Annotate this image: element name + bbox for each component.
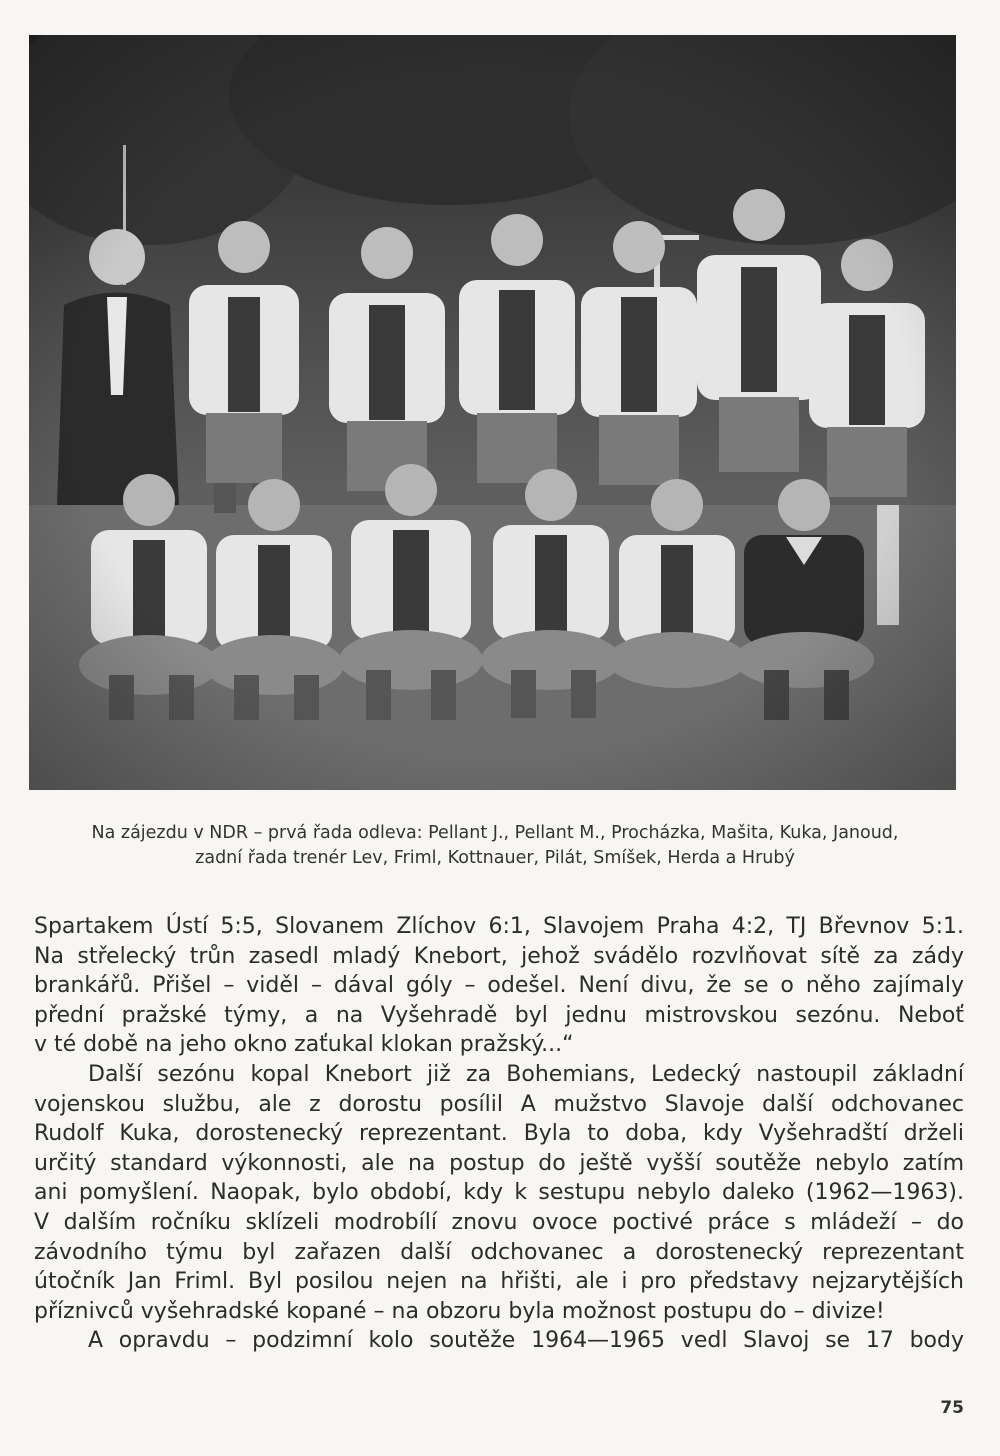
text-line: Na střelecký trůn zasedl mladý Knebort, jehož svádělo rozvlňovat sítě za zády xyxy=(34,943,964,969)
team-photo xyxy=(29,35,956,790)
text-line: brankářů. Přišel – viděl – dával góly – odešel. Není divu, že se o něho zajímaly xyxy=(34,973,964,999)
text-line: A opravdu – podzimní kolo soutěže 1964—1965 vedl Slavoj se 17 body xyxy=(88,1328,964,1354)
paragraph-2 xyxy=(34,1060,964,1326)
caption-line-2: zadní řada trenér Lev, Friml, Kottnauer, Pilát, Smíšek, Herda a Hrubý xyxy=(195,848,795,868)
paragraph-1 xyxy=(34,912,964,1060)
photo-caption xyxy=(20,821,970,871)
text-line: ani pomyšlení. Naopak, bylo období, kdy k sestupu nebylo daleko (1962—1963). xyxy=(34,1180,964,1206)
page-number: 75 xyxy=(940,1398,964,1418)
text-line: určitý standard výkonnosti, ale na postup do ještě vyšší soutěže nebylo zatím xyxy=(34,1150,964,1176)
text-line: v té době na jeho okno zaťukal klokan pražský...“ xyxy=(34,1032,574,1058)
text-line: Spartakem Ústí 5:5, Slovanem Zlíchov 6:1, Slavojem Praha 4:2, TJ Břevnov 5:1. xyxy=(34,914,964,939)
text-line: V dalším ročníku sklízeli modrobílí znovu ovoce poctivé práce s mládeží – do xyxy=(34,1209,964,1235)
caption-line-1: Na zájezdu v NDR – prvá řada odleva: Pellant J., Pellant M., Procházka, Mašita, Kuka, Janoud, xyxy=(91,823,899,843)
text-line: příznivců vyšehradské kopané – na obzoru byla možnost postupu do – divize! xyxy=(34,1298,885,1324)
text-line: vojenskou službu, ale z dorostu posílil A mužstvo Slavoje další odchovanec xyxy=(34,1091,964,1117)
text-line: útočník Jan Friml. Byl posilou nejen na hřišti, ale i pro představy nejzarytějších xyxy=(34,1269,964,1295)
text-line: Rudolf Kuka, dorostenecký reprezentant. Byla to doba, kdy Vyšehradští drželi xyxy=(34,1121,964,1147)
text-line: přední pražské týmy, a na Vyšehradě byl jednu mistrovskou sezónu. Neboť xyxy=(34,1002,964,1028)
text-line: Další sezónu kopal Knebort již za Bohemians, Ledecký nastoupil základní xyxy=(88,1061,964,1087)
paragraph-3 xyxy=(34,1326,964,1356)
body-text xyxy=(34,912,964,1356)
text-line: závodního týmu byl zařazen další odchovanec a dorostenecký reprezentant xyxy=(34,1239,964,1265)
team-photo-icon xyxy=(29,35,956,790)
